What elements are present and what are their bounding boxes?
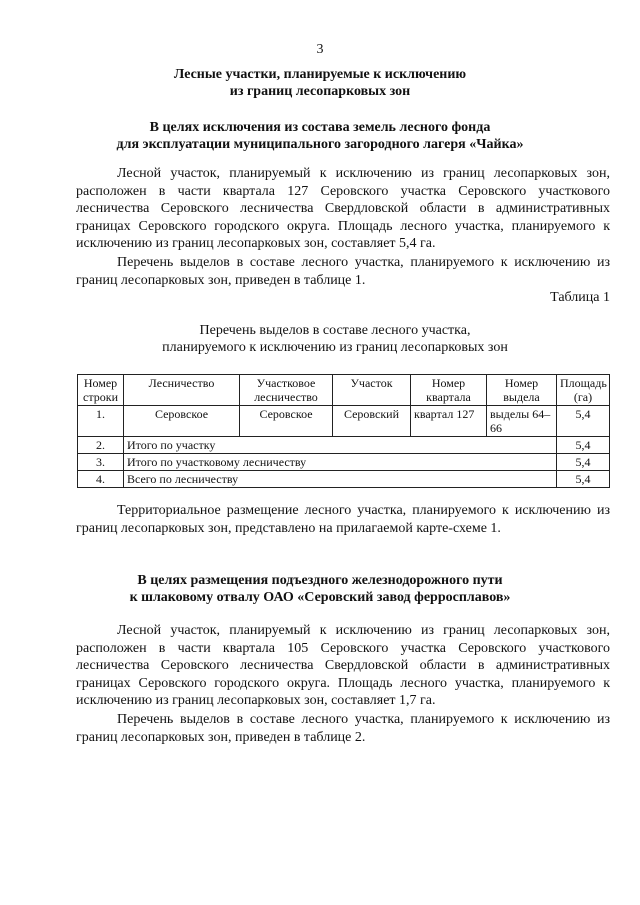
cell-row-number: 2. <box>78 437 124 454</box>
cell-area: 5,4 <box>557 437 610 454</box>
section1-paragraph1: Лесной участок, планируемый к исключению из границ лесопарковых зон, расположен в части квартала 127 Серовского участка Серовского участкового лесничества Серовского лесничества Свердловской области в административных границах Серовского городского округа. Площадь лесного участка, планируемого к исключению из границ лесопарковых зон, составляет 5,4 га. <box>76 166 610 252</box>
cell-total-label: Итого по участковому лесничеству <box>124 454 557 471</box>
main-heading-line2: из границ лесопарковых зон <box>229 84 411 99</box>
main-heading <box>0 66 640 100</box>
page-number: 3 <box>316 42 324 57</box>
header-row-number: Номер строки <box>78 375 124 406</box>
cell-district-forestry: Серовское <box>240 406 333 437</box>
allotments-table <box>77 374 610 488</box>
cell-section: Серовский <box>333 406 411 437</box>
cell-allotments: выделы 64–66 <box>487 406 557 437</box>
table-row <box>78 471 610 488</box>
header-forestry: Лесничество <box>124 375 240 406</box>
section2-title-line1: В целях размещения подъездного железнодорожного пути <box>137 573 503 588</box>
cell-row-number: 4. <box>78 471 124 488</box>
header-district-forestry: Участковое лесничество <box>240 375 333 406</box>
table-label: Таблица 1 <box>550 290 610 305</box>
main-heading-line1: Лесные участки, планируемые к исключению <box>173 67 467 82</box>
table-caption-line1: Перечень выделов в составе лесного участка, <box>199 323 471 338</box>
cell-area: 5,4 <box>557 471 610 488</box>
cell-quarter: квартал 127 <box>411 406 487 437</box>
table-row <box>78 437 610 454</box>
section2-title-line2: к шлаковому отвалу ОАО «Серовский завод ферросплавов» <box>129 590 511 605</box>
placement-paragraph: Территориальное размещение лесного участка, планируемого к исключению из границ лесопарковых зон, представлено на прилагаемой карте-схеме 1. <box>76 503 610 536</box>
section1-title-line2: для эксплуатации муниципального загородного лагеря «Чайка» <box>116 137 524 152</box>
cell-area: 5,4 <box>557 454 610 471</box>
table-caption-line2: планируемого к исключению из границ лесопарковых зон <box>162 340 508 355</box>
section2-paragraph2: Перечень выделов в составе лесного участка, планируемого к исключению из границ лесопарковых зон, приведен в таблице 2. <box>76 712 610 745</box>
header-section: Участок <box>333 375 411 406</box>
table-caption <box>0 322 640 356</box>
table-row <box>78 406 610 437</box>
table-header-row <box>78 375 610 406</box>
section2-title <box>0 572 640 606</box>
cell-forestry: Серовское <box>124 406 240 437</box>
cell-total-label: Всего по лесничеству <box>124 471 557 488</box>
section1-paragraph2: Перечень выделов в составе лесного участка, планируемого к исключению из границ лесопарковых зон, приведен в таблице 1. <box>76 255 610 288</box>
header-quarter-number: Номер квартала <box>411 375 487 406</box>
header-area: Площадь (га) <box>557 375 610 406</box>
cell-row-number: 3. <box>78 454 124 471</box>
section2-paragraph1: Лесной участок, планируемый к исключению из границ лесопарковых зон, расположен в части квартала 105 Серовского участка Серовского участкового лесничества Серовского лесничества Свердловской области в административных границах Серовского городского округа. Площадь лесного участка, планируемого к исключению из границ лесопарковых зон, составляет 1,7 га. <box>76 623 610 709</box>
cell-row-number: 1. <box>78 406 124 437</box>
section1-title-line1: В целях исключения из состава земель лесного фонда <box>149 120 491 135</box>
section1-title <box>0 119 640 153</box>
table-row <box>78 454 610 471</box>
header-allotment-number: Номер выдела <box>487 375 557 406</box>
cell-area: 5,4 <box>557 406 610 437</box>
cell-total-label: Итого по участку <box>124 437 557 454</box>
